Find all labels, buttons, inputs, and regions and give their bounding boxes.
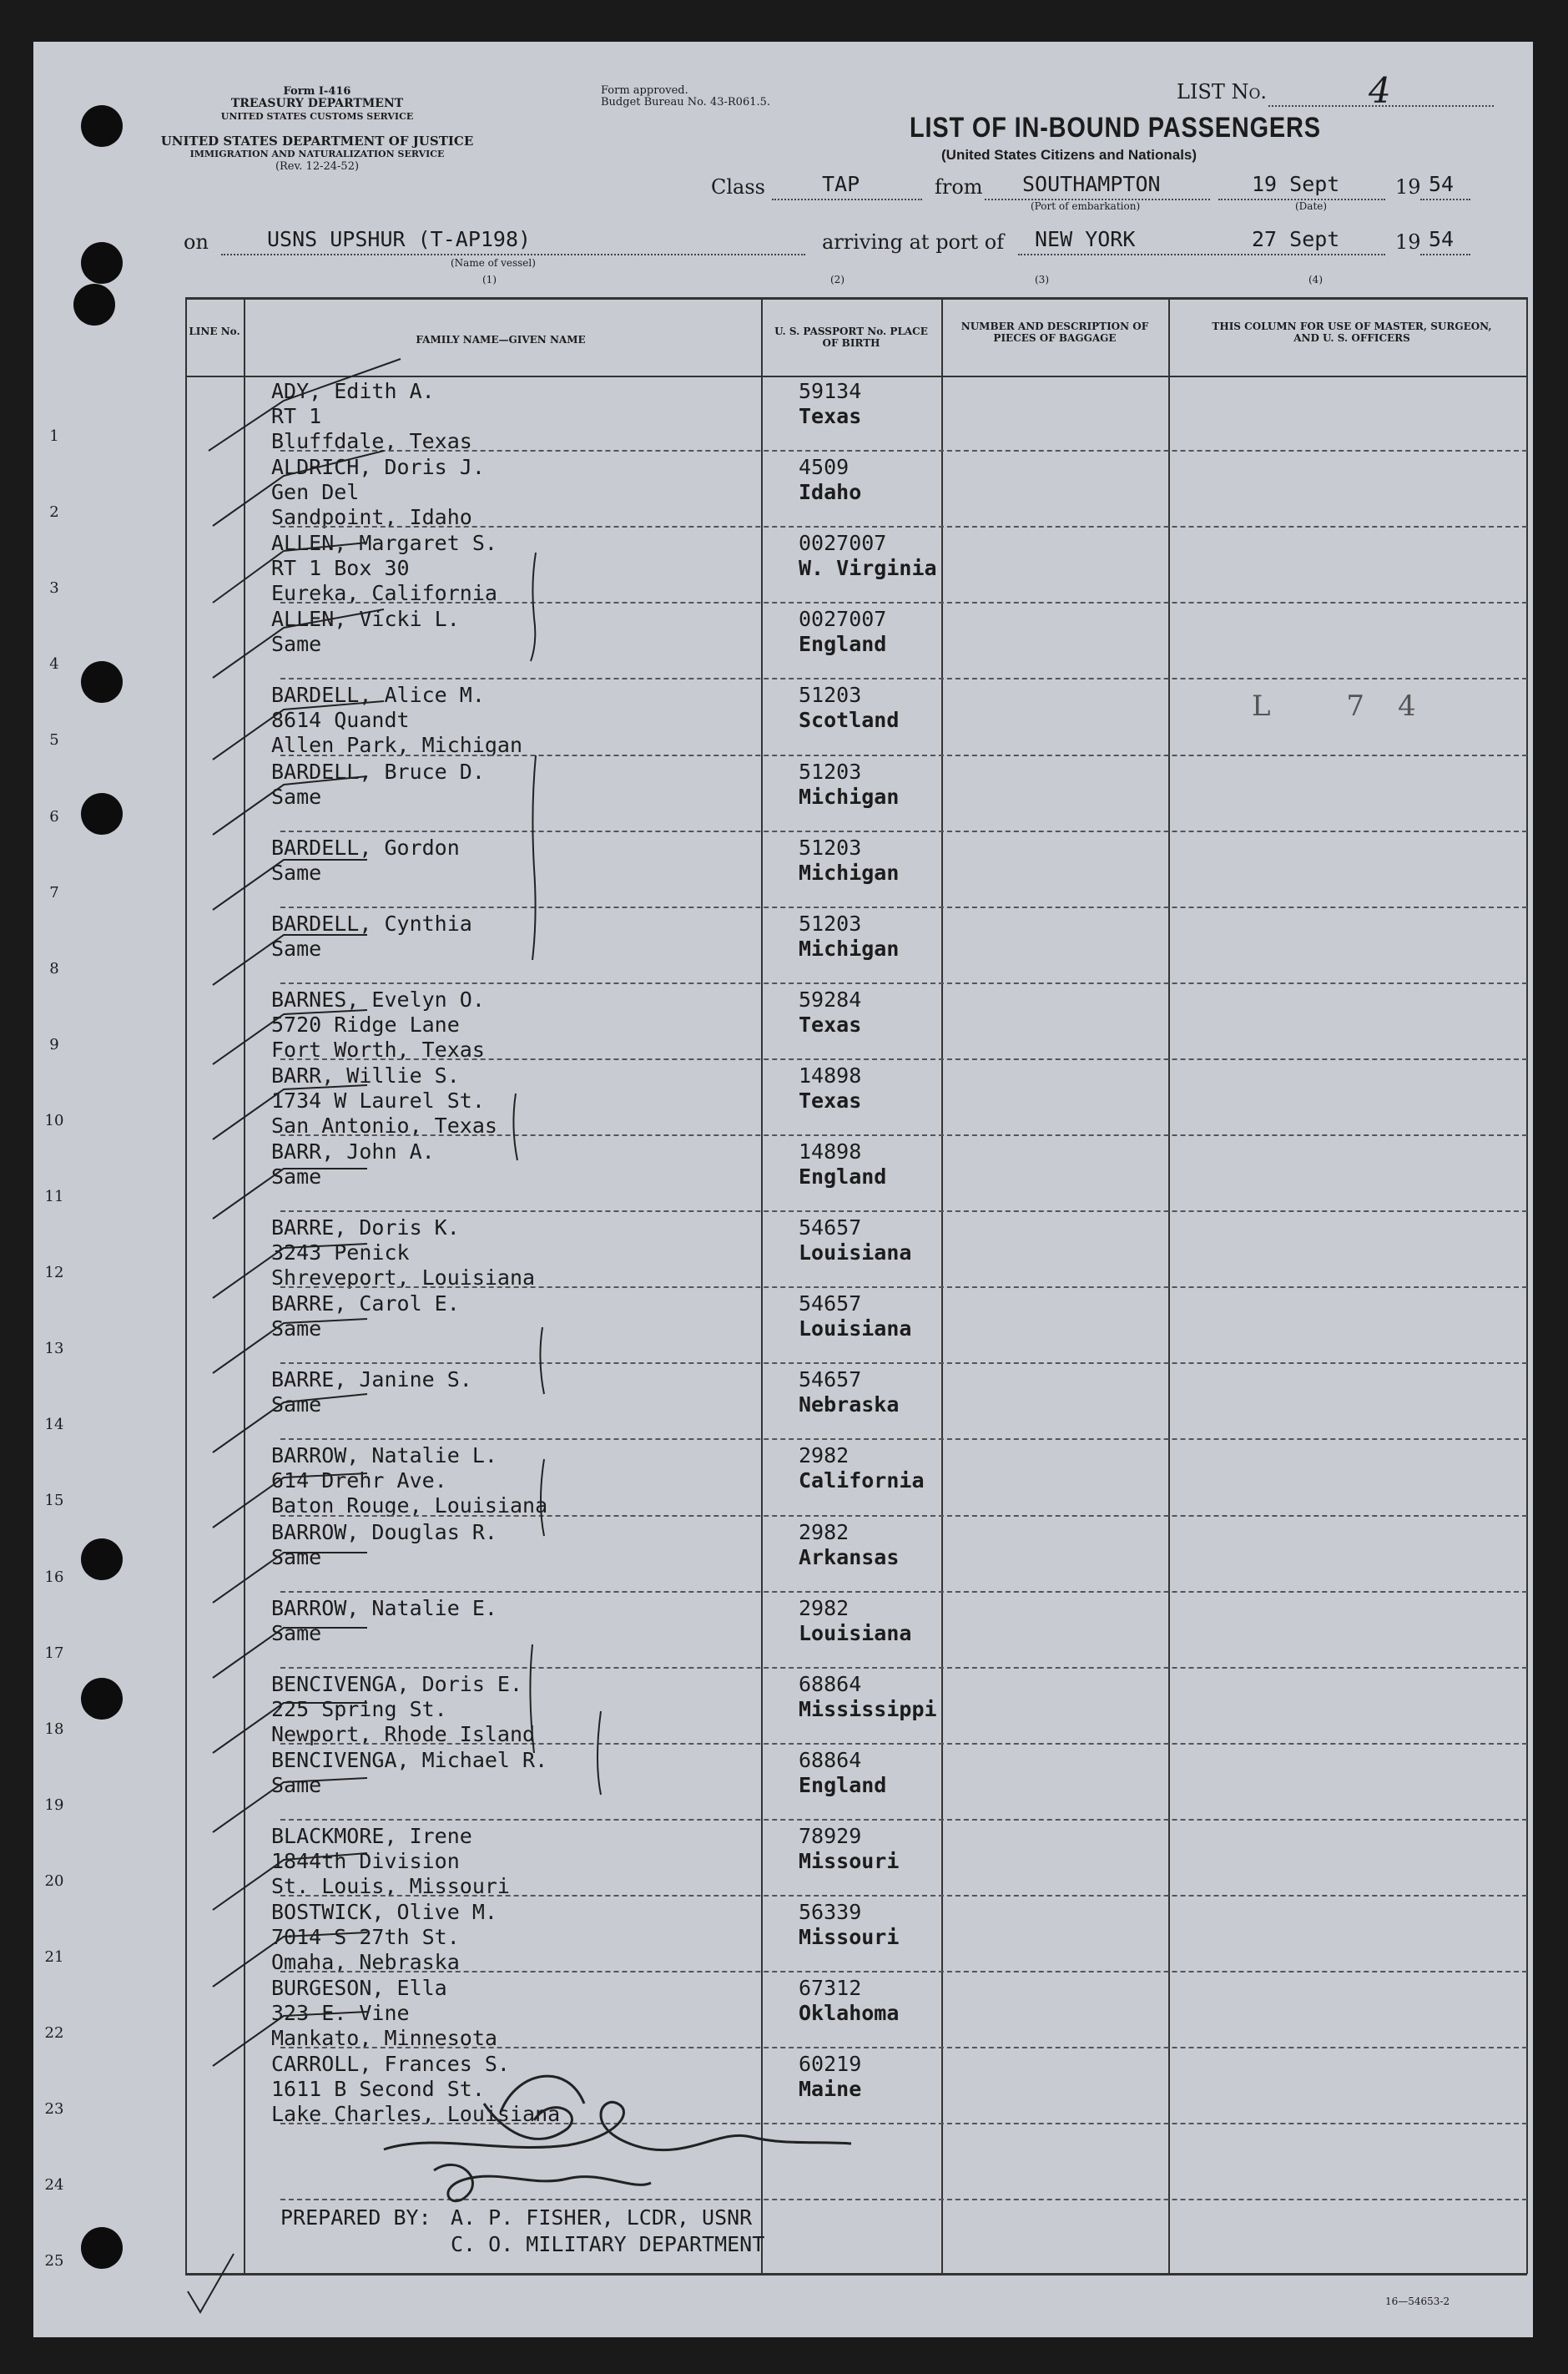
place-of-birth: Texas [799, 1088, 862, 1113]
passenger-name: BARROW, Douglas R. [271, 1519, 497, 1544]
passport-number: 78929 [799, 1823, 862, 1848]
place-of-birth: Missouri [799, 1848, 900, 1873]
address-line-1: Same [271, 784, 322, 809]
from-value: SOUTHAMPTON [1022, 172, 1161, 196]
place-of-birth: Texas [799, 1012, 862, 1037]
prepared-by-name: A. P. FISHER, LCDR, USNR [451, 2205, 753, 2230]
line-number: 17 [44, 1644, 64, 1662]
passport-number: 54657 [799, 1367, 862, 1392]
header-officers: THIS COLUMN FOR USE OF MASTER, SURGEON, AND U. S. OFFICERS [1212, 321, 1492, 344]
prepared-by-label: PREPARED BY: [280, 2205, 431, 2230]
line-number: 3 [49, 579, 59, 598]
address-line-1: Same [271, 632, 322, 657]
line-number: 4 [49, 655, 59, 674]
arrival-date: 27 Sept [1252, 227, 1340, 251]
address-line-2: Shreveport, Louisiana [271, 1265, 536, 1291]
form-revision: (Rev. 12-24-52) [275, 160, 360, 173]
prepared-by-dept: C. O. MILITARY DEPARTMENT [451, 2232, 765, 2256]
line-number: 1 [49, 427, 59, 445]
passport-number: 68864 [799, 1671, 862, 1696]
passenger-name: BARRE, Carol E. [271, 1291, 460, 1316]
header-line-no: LINE No. [189, 326, 240, 337]
passport-number: 2982 [799, 1443, 850, 1468]
passport-number: 4509 [799, 455, 850, 480]
line-number: 14 [44, 1416, 64, 1434]
column-number-2: (2) [830, 274, 845, 285]
line-number: 7 [49, 883, 59, 902]
line-number: 2 [49, 503, 59, 522]
address-line-2: St. Louis, Missouri [271, 1873, 510, 1898]
header-passport: U. S. PASSPORT No. PLACE OF BIRTH [774, 326, 928, 349]
vessel-name: USNS UPSHUR (T-AP198) [267, 227, 532, 251]
year-prefix: 19 [1395, 175, 1421, 199]
place-of-birth: Idaho [799, 480, 862, 505]
line-number: 18 [44, 1720, 64, 1738]
place-of-birth: Michigan [799, 936, 900, 961]
passenger-name: ALDRICH, Doris J. [271, 455, 485, 480]
address-line-1: Same [271, 1164, 322, 1189]
passenger-name: BARR, John A. [271, 1139, 435, 1164]
line-number: 12 [44, 1264, 64, 1282]
address-line-1: Same [271, 1392, 322, 1417]
passenger-name: BLACKMORE, Irene [271, 1823, 472, 1848]
passport-number: 68864 [799, 1747, 862, 1772]
passenger-name: BARROW, Natalie E. [271, 1595, 497, 1620]
address-line-2: Eureka, California [271, 581, 497, 606]
passport-number: 14898 [799, 1139, 862, 1164]
date-label: (Date) [1295, 200, 1328, 212]
passenger-name: BARNES, Evelyn O. [271, 987, 485, 1012]
line-number: 24 [44, 2176, 64, 2195]
line-number: 9 [49, 1035, 59, 1053]
passenger-name: BARDELL, Alice M. [271, 683, 485, 708]
passenger-name: CARROLL, Frances S. [271, 2052, 510, 2077]
place-of-birth: Oklahoma [799, 2001, 900, 2026]
year-value: 54 [1429, 172, 1455, 196]
place-of-birth: Arkansas [799, 1544, 900, 1569]
passport-number: 51203 [799, 759, 862, 784]
port-embark-label: (Port of embarkation) [1031, 200, 1141, 212]
header-baggage: NUMBER AND DESCRIPTION OF PIECES OF BAGGAGE [960, 321, 1149, 344]
line-number: 8 [49, 959, 59, 977]
arrival-year-prefix: 19 [1395, 230, 1421, 254]
line-number: 22 [44, 2024, 64, 2043]
line-number: 21 [44, 1948, 64, 1966]
place-of-birth: Mississippi [799, 1696, 937, 1721]
place-of-birth: W. Virginia [799, 556, 937, 581]
passport-number: 51203 [799, 911, 862, 936]
address-line-1: 5720 Ridge Lane [271, 1012, 460, 1037]
print-code: 16—54653-2 [1385, 2296, 1450, 2307]
passport-number: 54657 [799, 1215, 862, 1240]
passport-number: 2982 [799, 1595, 850, 1620]
address-line-1: 3243 Penick [271, 1240, 410, 1265]
address-line-2: Lake Charles, Louisiana [271, 2102, 561, 2127]
line-number: 16 [44, 1568, 64, 1586]
passport-number: 51203 [799, 835, 862, 860]
class-value: TAP [822, 172, 860, 196]
dept-treasury: TREASURY DEPARTMENT [230, 97, 404, 110]
line-number: 25 [44, 2252, 64, 2270]
place-of-birth: Texas [799, 404, 862, 428]
address-line-1: 1611 B Second St. [271, 2077, 485, 2102]
passport-number: 59284 [799, 987, 862, 1012]
address-line-1: Same [271, 1772, 322, 1797]
passport-number: 0027007 [799, 531, 887, 556]
address-line-2: Newport, Rhode Island [271, 1721, 536, 1746]
on-label: on [184, 230, 209, 254]
arrival-year: 54 [1429, 227, 1455, 251]
passenger-name: BARDELL, Bruce D. [271, 759, 485, 784]
line-number: 15 [44, 1492, 64, 1510]
address-line-2: Baton Rouge, Louisiana [271, 1493, 548, 1518]
address-line-1: 614 Drehr Ave. [271, 1468, 447, 1493]
date-value: 19 Sept [1252, 172, 1340, 196]
passenger-name: ALLEN, Margaret S. [271, 531, 497, 556]
address-line-1: RT 1 Box 30 [271, 556, 410, 581]
place-of-birth: England [799, 1772, 887, 1797]
address-line-2: Mankato, Minnesota [271, 2026, 497, 2051]
passenger-name: BARRE, Janine S. [271, 1367, 472, 1392]
passenger-name: BARDELL, Gordon [271, 835, 460, 860]
line-number: 13 [44, 1340, 64, 1358]
line-number: 19 [44, 1796, 64, 1814]
place-of-birth: Maine [799, 2077, 862, 2102]
address-line-1: 7014 S 27th St. [271, 1925, 460, 1949]
form-number: Form I-416 [283, 85, 351, 98]
dept-customs: UNITED STATES CUSTOMS SERVICE [220, 111, 414, 122]
address-line-2: San Antonio, Texas [271, 1113, 497, 1138]
passport-number: 67312 [799, 1976, 862, 2001]
address-line-2: Omaha, Nebraska [271, 1950, 460, 1974]
passenger-name: BURGESON, Ella [271, 1976, 447, 2001]
passenger-name: BENCIVENGA, Michael R. [271, 1747, 548, 1772]
passenger-name: BARR, Willie S. [271, 1063, 460, 1088]
place-of-birth: Michigan [799, 784, 900, 809]
officer-note: L 74 [1252, 689, 1450, 723]
place-of-birth: Louisiana [799, 1240, 912, 1265]
address-line-1: Same [271, 860, 322, 885]
address-line-1: Same [271, 1620, 322, 1645]
address-line-1: Same [271, 1544, 322, 1569]
page-title: LIST OF IN-BOUND PASSENGERS [910, 112, 1321, 144]
line-number: 6 [49, 807, 59, 826]
address-line-1: 225 Spring St. [271, 1696, 447, 1721]
passport-number: 0027007 [799, 607, 887, 632]
place-of-birth: Michigan [799, 860, 900, 885]
class-label: Class [711, 175, 765, 199]
check-marks [188, 359, 401, 2312]
passport-number: 60219 [799, 2052, 862, 2077]
address-line-2: Allen Park, Michigan [271, 733, 523, 758]
passport-number: 14898 [799, 1063, 862, 1088]
passport-number: 2982 [799, 1519, 850, 1544]
passport-number: 56339 [799, 1900, 862, 1924]
family-brackets [33, 42, 1533, 2337]
column-number-3: (3) [1035, 274, 1049, 285]
list-no-label: LIST No. [1177, 80, 1268, 104]
place-of-birth: Scotland [799, 708, 900, 733]
passenger-name: ADY, Edith A. [271, 379, 435, 403]
arriving-label: arriving at port of [822, 230, 1005, 254]
passenger-name: BARROW, Natalie L. [271, 1443, 497, 1468]
place-of-birth: England [799, 1164, 887, 1189]
passenger-name: BOSTWICK, Olive M. [271, 1900, 497, 1924]
place-of-birth: England [799, 632, 887, 657]
page-subtitle: (United States Citizens and Nationals) [941, 147, 1197, 163]
line-number: 5 [49, 731, 59, 750]
address-line-1: 323 E. Vine [271, 2001, 410, 2026]
place-of-birth: California [799, 1468, 925, 1493]
address-line-2: Bluffdale, Texas [271, 429, 472, 453]
header-name: FAMILY NAME—GIVEN NAME [416, 334, 586, 346]
place-of-birth: Nebraska [799, 1392, 900, 1417]
column-number-4: (4) [1308, 274, 1323, 285]
passenger-name: BENCIVENGA, Doris E. [271, 1671, 523, 1696]
arrival-port: NEW YORK [1035, 227, 1136, 251]
passport-number: 54657 [799, 1291, 862, 1316]
vessel-label: (Name of vessel) [451, 257, 536, 269]
passport-number: 59134 [799, 379, 862, 403]
line-number: 23 [44, 2100, 64, 2119]
document-page [33, 42, 1533, 2337]
address-line-1: 1844th Division [271, 1848, 460, 1873]
passenger-name: ALLEN, Vicki L. [271, 607, 460, 632]
line-number: 20 [44, 1871, 64, 1890]
list-no-value: 4 [1369, 70, 1391, 111]
place-of-birth: Louisiana [799, 1620, 912, 1645]
place-of-birth: Louisiana [799, 1316, 912, 1341]
place-of-birth: Missouri [799, 1925, 900, 1949]
passenger-name: BARDELL, Cynthia [271, 911, 472, 936]
address-line-1: RT 1 [271, 404, 322, 428]
address-line-2: Sandpoint, Idaho [271, 505, 472, 530]
line-number: 11 [44, 1188, 64, 1205]
signature-scribble [384, 2076, 851, 2201]
column-number-1: (1) [482, 274, 497, 285]
dept-ins: IMMIGRATION AND NATURALIZATION SERVICE [189, 149, 445, 159]
from-label: from [935, 175, 983, 199]
address-line-1: 8614 Quandt [271, 708, 410, 733]
address-line-1: Same [271, 1316, 322, 1341]
passenger-name: BARRE, Doris K. [271, 1215, 460, 1240]
dept-justice: UNITED STATES DEPARTMENT OF JUSTICE [160, 134, 474, 149]
passport-number: 51203 [799, 683, 862, 708]
address-line-1: 1734 W Laurel St. [271, 1088, 485, 1113]
address-line-2: Fort Worth, Texas [271, 1037, 485, 1062]
approval-text: Form approved. [601, 84, 688, 97]
line-number: 10 [44, 1111, 64, 1129]
address-line-1: Gen Del [271, 480, 360, 505]
address-line-1: Same [271, 936, 322, 961]
budget-text: Budget Bureau No. 43-R061.5. [601, 96, 771, 109]
